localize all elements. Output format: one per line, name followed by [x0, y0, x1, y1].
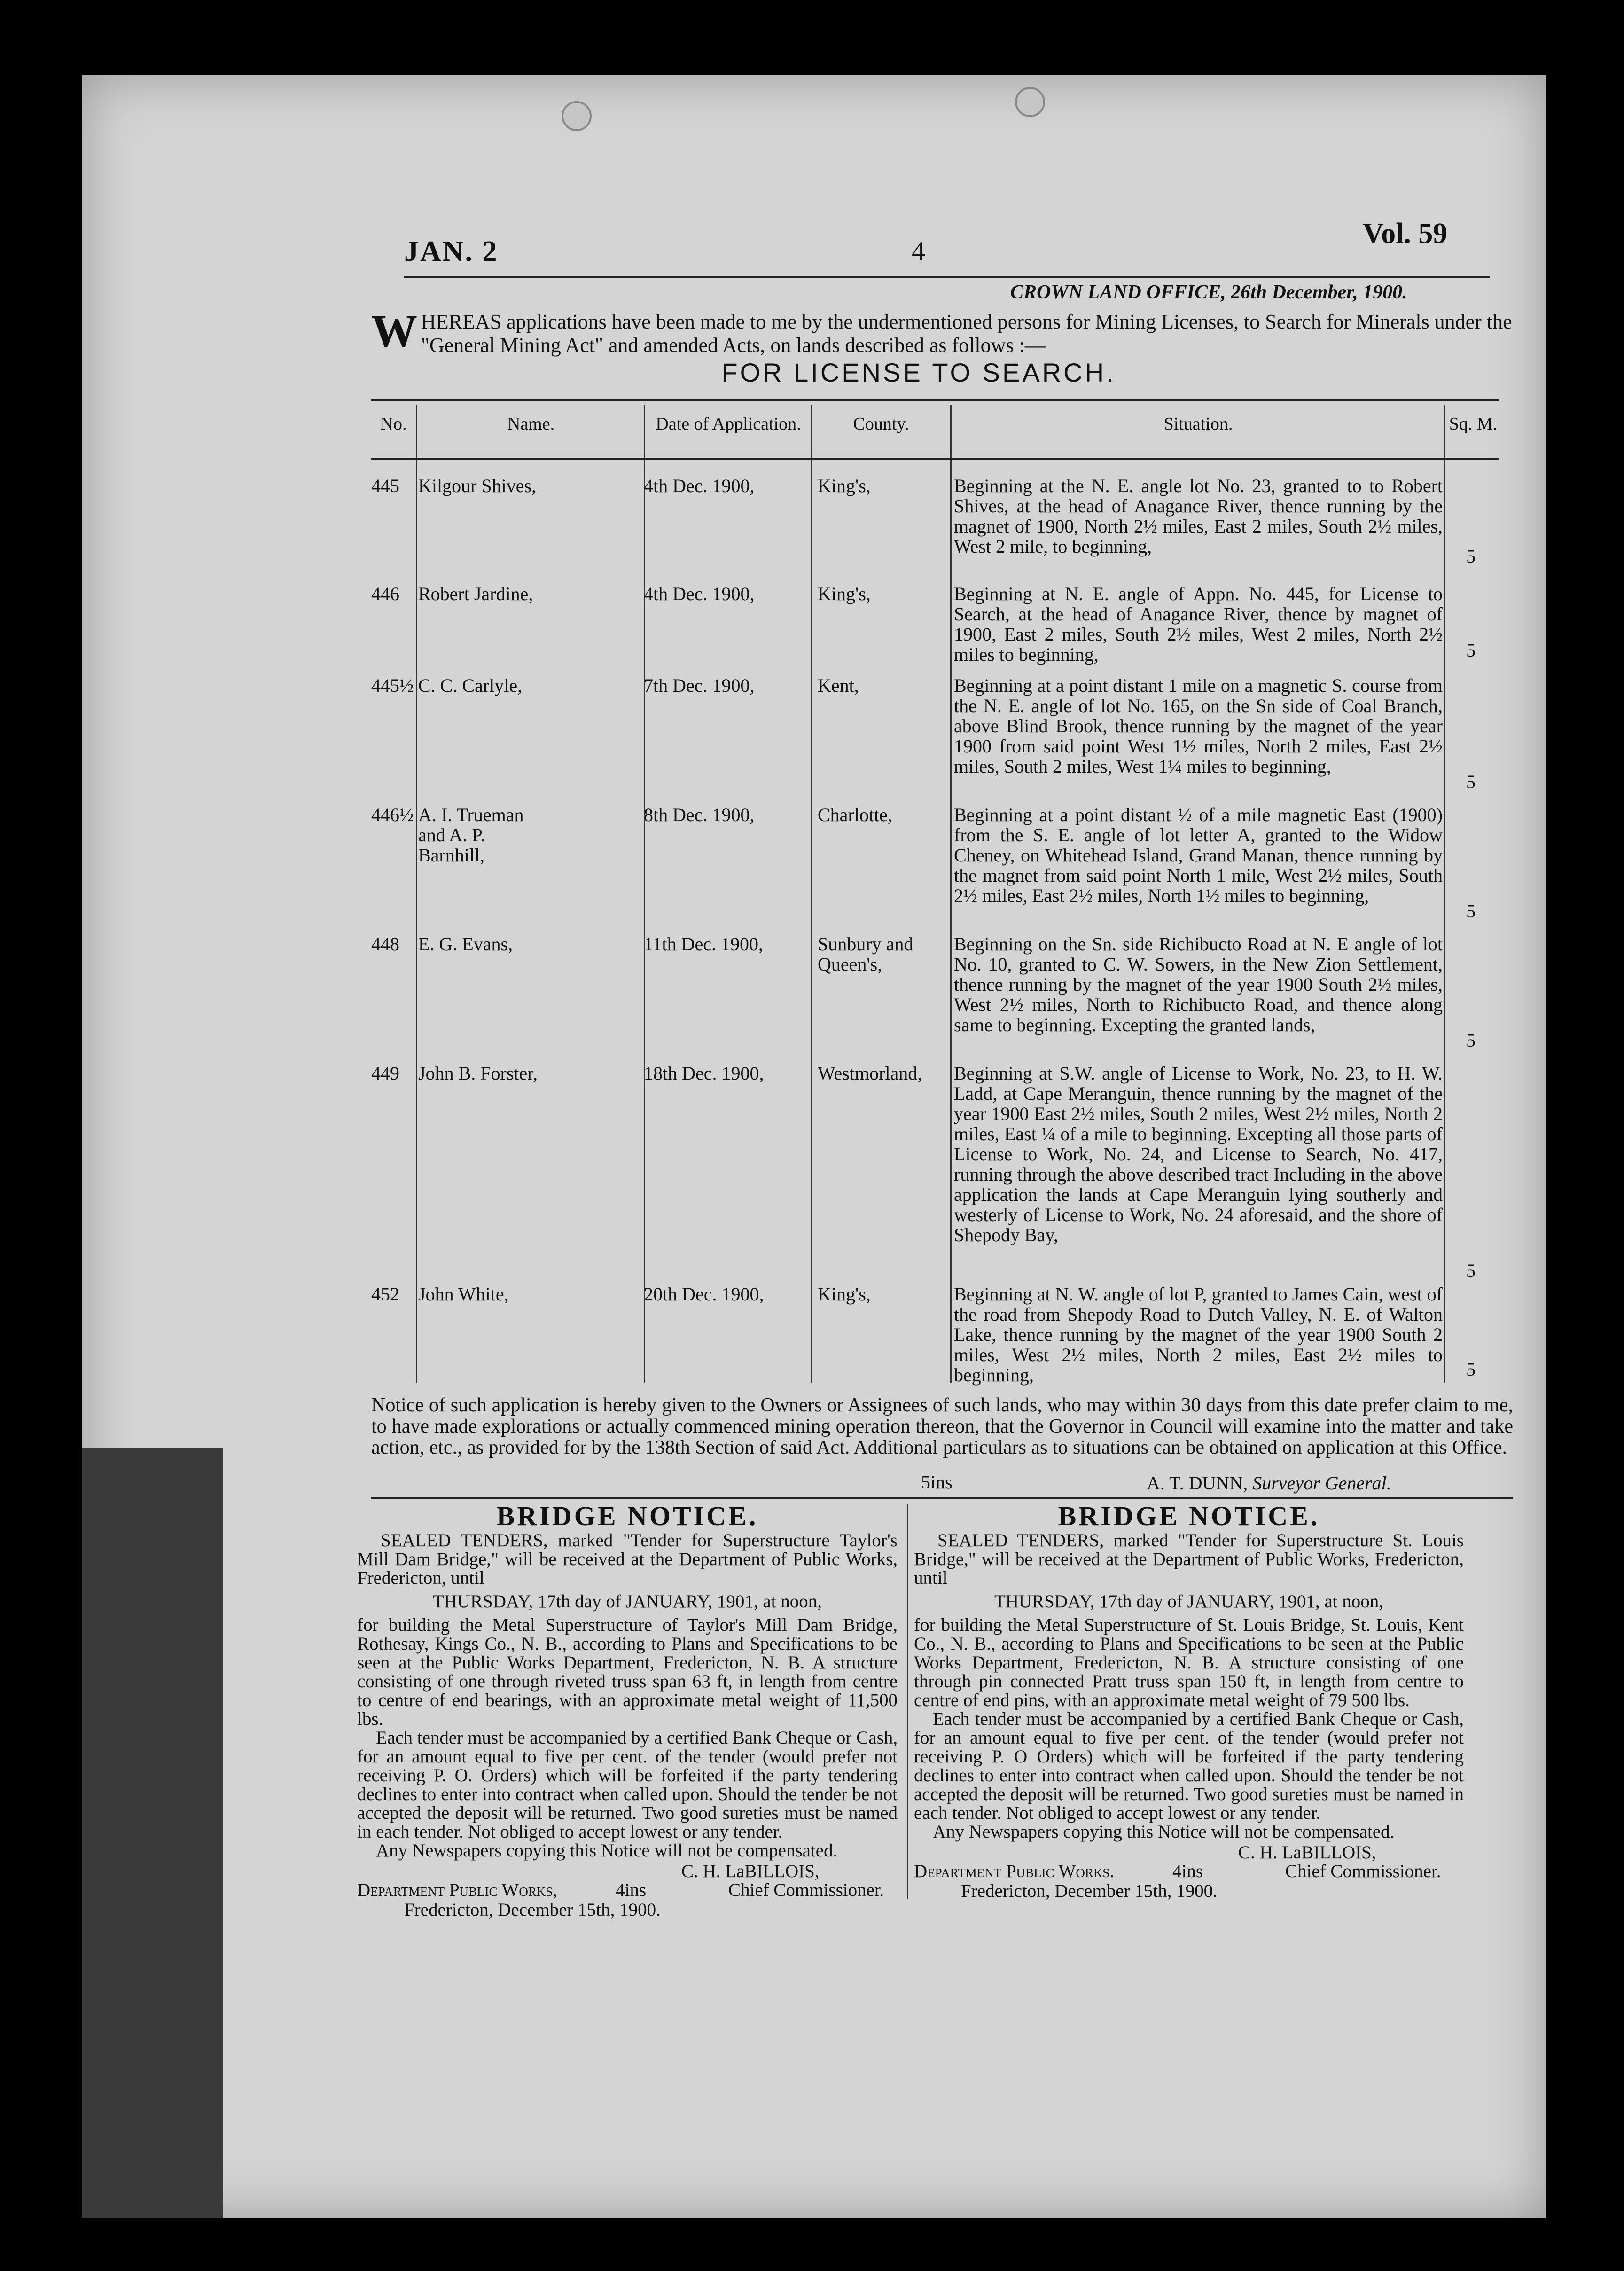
cell-sq: 5: [1466, 771, 1476, 792]
header-rule: [404, 276, 1490, 278]
column-rule: [811, 405, 812, 1383]
intro-dropcap: W: [371, 306, 417, 357]
table-top-rule: [371, 399, 1499, 401]
cell-name: E. G. Evans,: [418, 933, 513, 955]
intro-paragraph: [371, 306, 1513, 357]
cell-county: Sunbury and Queen's,: [818, 933, 914, 975]
bridge-notice-deposit: Each tender must be accompanied by a certified Bank Cheque or Cash, for an amount equal to five per cent. of the tender (would prefer not receiving P. O Orders) which will be forfeited if the party tendering declines to enter into contract when called upon. Should the tender be not accepted the deposit will be returned. Two good sureties must be named in each tender. Not obliged to accept lowest or any tender.: [914, 1709, 1464, 1823]
notice-signature: [1147, 1472, 1391, 1494]
cell-name: A. I. Trueman and A. P. Barnhill,: [418, 804, 524, 866]
signature-department: Department Public Works.: [914, 1861, 1115, 1881]
header-no: No.: [380, 414, 407, 434]
notice-signature-title: Surveyor General.: [1252, 1472, 1391, 1494]
cell-county: Charlotte,: [818, 804, 892, 825]
signature-name: C. H. LaBILLOIS,: [1238, 1842, 1376, 1863]
cell-situation: Beginning at N. W. angle of lot P, granted to James Cain, west of the road from Shepody Road to Dutch Valley, N. E. of Walton Lake, thence running by the magnet of the year 1900 South 2 miles, West 2½ miles, North 2 miles, East 2½ miles to beginning,: [954, 1284, 1443, 1386]
cell-county: King's,: [818, 475, 871, 496]
bridge-notice-signature: [357, 1862, 898, 1923]
column-divider: [907, 1504, 908, 1899]
cell-no: 446: [371, 583, 399, 604]
issue-date: JAN. 2: [404, 235, 499, 267]
signature-title: Chief Commissioner.: [1285, 1861, 1441, 1881]
cell-situation: Beginning at S.W. angle of License to Work, No. 23, to H. W. Ladd, at Cape Meranguin, thence running by the magnet of the year 1900 East 2½ miles, South 2 miles, West 2½ miles, North 2 miles, East ¼ of a mile to beginning. Excepting all those parts of License to Work, No. 24, and License to Search, No. 417, running through the above described tract Including in the above application the lands at Cape Meranguin lying southerly and westerly of License to Work, No. 24 aforesaid, and the shore of Shepody Bay,: [954, 1063, 1443, 1245]
bridge-notice-signature: [914, 1843, 1464, 1904]
cell-sq: 5: [1466, 546, 1476, 567]
cell-sq: 5: [1466, 1030, 1476, 1051]
bridge-notice-newspapers: Any Newspapers copying this Notice will not be compensated.: [933, 1822, 1395, 1842]
cell-name: Kilgour Shives,: [418, 475, 537, 496]
cell-situation: Beginning at N. E. angle of Appn. No. 445, for License to Search, at the head of Anagance River, thence by magnet of 1900, East 2 miles, South 2½ miles, West 2 miles, North 2½ miles to beginning,: [954, 583, 1443, 665]
bridge-notice-deposit: Each tender must be accompanied by a certified Bank Cheque or Cash, for an amount equal to five per cent. of the tender (would prefer not receiving P. O. Orders) which will be forfeited if the party tendering declines to enter into contract when called upon. Should the tender be not accepted the deposit will be returned. Two good sureties must be named in each tender. Not obliged to accept lowest or any tender.: [357, 1728, 898, 1842]
cell-county: Kent,: [818, 675, 859, 696]
header-date: Date of Application.: [656, 414, 801, 434]
cell-no: 448: [371, 933, 399, 955]
header-name: Name.: [507, 414, 555, 434]
cell-situation: Beginning at a point distant 1 mile on a magnetic S. course from the N. E. angle of lot No. 165, on the Sn side of Coal Branch, above Blind Brook, thence running by the magnet of the year 1900 from said point West 1½ miles, North 2 miles, East 2½ miles, South 2 miles, West 1¼ miles to beginning,: [954, 675, 1443, 777]
cell-date: 8th Dec. 1900,: [644, 804, 755, 825]
column-rule: [950, 405, 952, 1383]
bridge-notice-right: [914, 1501, 1464, 1904]
bridge-notice-deadline: THURSDAY, 17th day of JANUARY, 1901, at noon,: [994, 1591, 1384, 1612]
signature-place-date: Fredericton, December 15th, 1900.: [961, 1881, 1218, 1901]
cell-date: 4th Dec. 1900,: [644, 475, 755, 496]
punch-hole: [562, 101, 592, 131]
cell-name: John B. Forster,: [418, 1063, 538, 1084]
cell-sq: 5: [1466, 1359, 1476, 1380]
cell-sq: 5: [1466, 640, 1476, 661]
cell-date: 7th Dec. 1900,: [644, 675, 755, 696]
cell-situation: Beginning at the N. E. angle lot No. 23, granted to to Robert Shives, at the head of Anagance River, thence running by the magnet of 1900, North 2½ miles, East 2 miles, South 2½ miles, West 2 mile, to beginning,: [954, 475, 1443, 557]
section-rule: [371, 1497, 1513, 1499]
table-title: FOR LICENSE TO SEARCH.: [721, 358, 1116, 387]
cell-no: 449: [371, 1063, 399, 1084]
cell-name: C. C. Carlyle,: [418, 675, 523, 696]
bridge-notice-body: for building the Metal Superstructure of Taylor's Mill Dam Bridge, Rothesay, Kings Co., N. B., according to Plans and Specifications to be seen at the Public Works Department, Fredericton, N. B. A structure consisting of one through riveted truss span 63 ft, in length from centre to centre of end bearings, with an approximate metal weight of 11,500 lbs.: [357, 1615, 898, 1729]
cell-county: King's,: [818, 583, 871, 604]
signature-title: Chief Commissioner.: [728, 1880, 884, 1900]
cell-name: Robert Jardine,: [418, 583, 533, 604]
bridge-notice-lead: SEALED TENDERS, marked "Tender for Superstructure St. Louis Bridge," will be received at the Department of Public Works, Fredericton, until: [914, 1530, 1464, 1588]
signature-department: Department Public Works,: [357, 1880, 558, 1900]
bridge-notice-title: BRIDGE NOTICE.: [1058, 1501, 1320, 1531]
bridge-notice-title: BRIDGE NOTICE.: [496, 1501, 758, 1531]
notice-ins-mark: 5ins: [921, 1472, 953, 1493]
cell-situation: Beginning on the Sn. side Richibucto Road at N. E angle of lot No. 10, granted to C. W. Sowers, in the New Zion Settlement, thence running by the magnet of the year 1900 South 2½ miles, West 2½ miles, North to Richibucto Road, and thence along same to beginning. Excepting the granted lands,: [954, 933, 1443, 1035]
cell-no: 446½: [371, 804, 414, 825]
header-county: County.: [853, 414, 909, 434]
cell-date: 4th Dec. 1900,: [644, 583, 755, 604]
cell-county: Westmorland,: [818, 1063, 922, 1084]
cell-name: John White,: [418, 1284, 509, 1305]
intro-text: HEREAS applications have been made to me by the undermentioned persons for Mining Licenses, to Search for Minerals under the "General Mining Act" and amended Acts, on lands described as follows :—: [421, 310, 1512, 357]
cell-no: 445: [371, 475, 399, 496]
header-situation: Situation.: [1163, 414, 1233, 434]
cell-date: 18th Dec. 1900,: [644, 1063, 764, 1084]
office-dateline: CROWN LAND OFFICE, 26th December, 1900.: [1010, 282, 1407, 303]
cell-date: 20th Dec. 1900,: [644, 1284, 764, 1305]
volume-label: Vol. 59: [1363, 218, 1448, 250]
license-table: [371, 405, 1499, 1386]
cell-sq: 5: [1466, 901, 1476, 922]
bridge-notice-newspapers: Any Newspapers copying this Notice will not be compensated.: [376, 1840, 838, 1861]
bridge-notice-body: for building the Metal Superstructure of St. Louis Bridge, St. Louis, Kent Co., N. B., according to Plans and Specifications to be seen at the Public Works Department, Fredericton, N. B. A structure consisting of one through pin connected Pratt truss span 150 ft, in length from centre to centre of end pins, with an approximate metal weight of 79 500 lbs.: [914, 1615, 1464, 1710]
bridge-notice-deadline: THURSDAY, 17th day of JANUARY, 1901, at noon,: [432, 1591, 822, 1612]
ins-mark: 4ins: [616, 1880, 647, 1900]
cell-date: 11th Dec. 1900,: [644, 933, 764, 955]
column-rule: [416, 405, 417, 1383]
punch-hole: [1015, 87, 1045, 117]
cell-sq: 5: [1466, 1260, 1476, 1281]
cell-no: 452: [371, 1284, 399, 1305]
column-rule: [644, 405, 645, 1383]
ins-mark: 4ins: [1172, 1861, 1203, 1881]
signature-place-date: Fredericton, December 15th, 1900.: [404, 1900, 661, 1920]
signature-name: C. H. LaBILLOIS,: [681, 1861, 820, 1881]
cell-situation: Beginning at a point distant ½ of a mile magnetic East (1900) from the S. E. angle of lot letter A, granted to the Widow Cheney, on Whitehead Island, Grand Manan, thence running by the magnet from said point North 1 mile, West 2½ miles, South 2½ miles, East 2½ miles, North 1½ miles to beginning,: [954, 804, 1443, 906]
notice-signature-name: A. T. DUNN,: [1147, 1472, 1248, 1494]
notice-paragraph: Notice of such application is hereby given to the Owners or Assignees of such lands, who may within 30 days from this date prefer claim to me, to have made explorations or actually commenced mining operation thereon, that the Governor in Council will examine into the matter and take action, etc., as provided for by the 138th Section of said Act. Additional particulars as to situations can be obtained on application at this Office.: [371, 1394, 1513, 1458]
header-rule: [371, 458, 1499, 460]
page-stain: [82, 1448, 223, 2218]
page-number: 4: [912, 235, 925, 266]
cell-no: 445½: [371, 675, 414, 696]
bridge-notice-left: [357, 1501, 898, 1923]
cell-county: King's,: [818, 1284, 871, 1305]
header-sq: Sq. M.: [1449, 414, 1498, 434]
bridge-notice-lead: SEALED TENDERS, marked "Tender for Superstructure Taylor's Mill Dam Bridge," will be received at the Department of Public Works, Fredericton, until: [357, 1530, 898, 1588]
